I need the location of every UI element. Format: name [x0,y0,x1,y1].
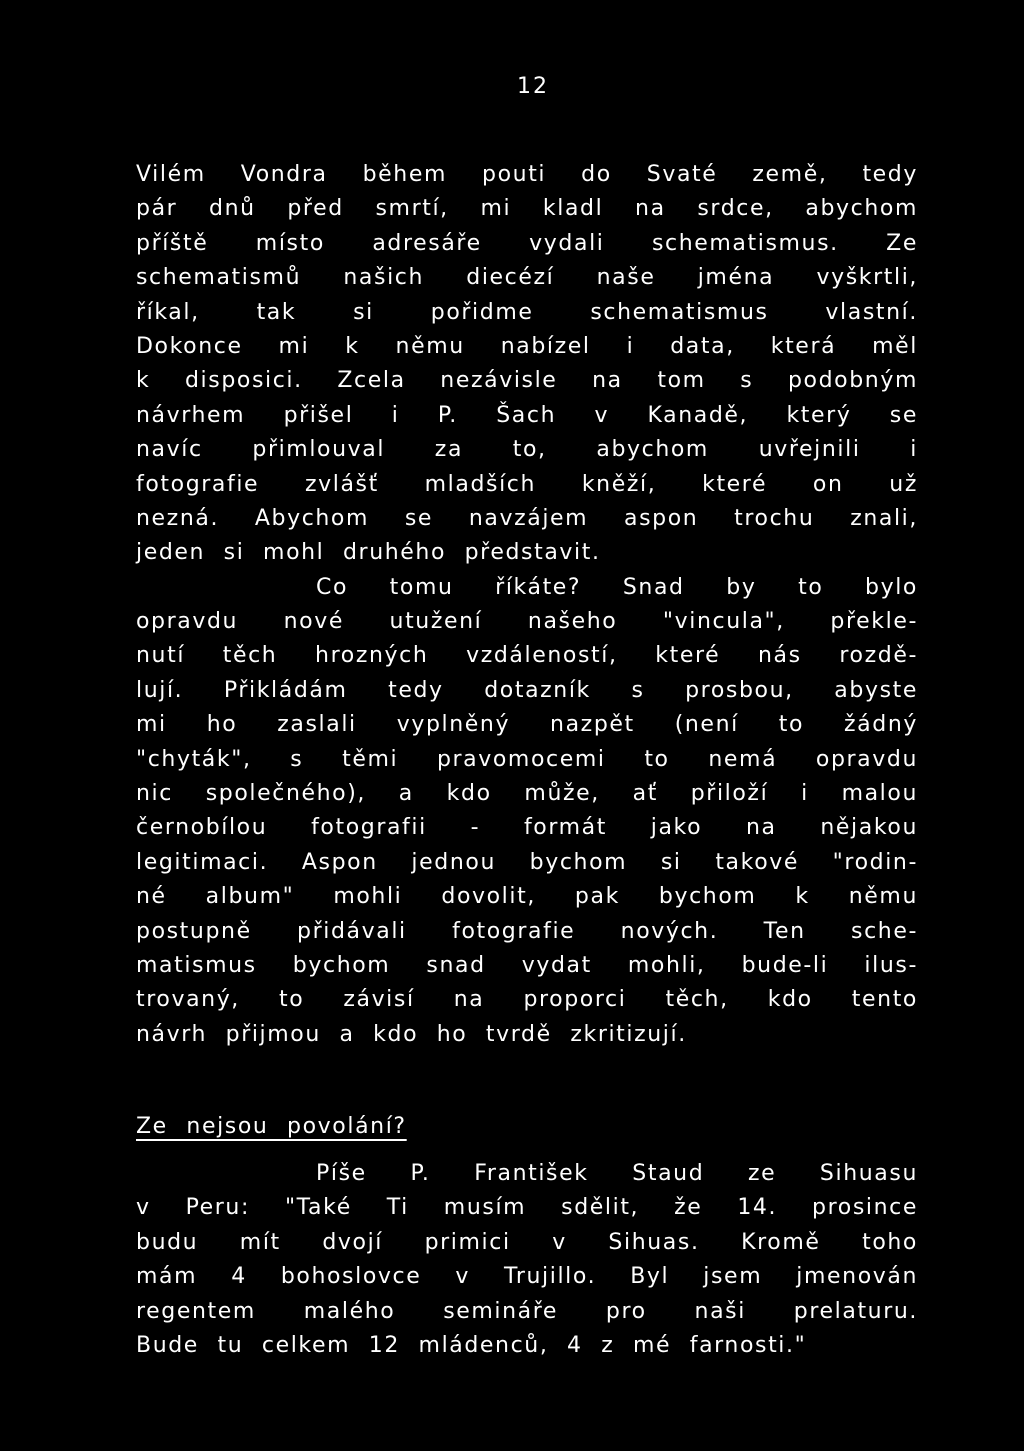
text-line: né album" mohli dovolit, pak bychom k němu [136,884,918,910]
text-line: postupně přidávali fotografie nových. Ten sche- [136,918,918,944]
text-line: návrh přijmou a kdo ho tvrdě zkritizují. [136,1021,687,1047]
text-line: trovaný, to závisí na proporci těch, kdo tento [136,987,918,1013]
text-line: návrhem přišel i P. Šach v Kanadě, který se [136,402,918,428]
text-line: mi ho zaslali vyplněný nazpět (není to žádný [136,712,918,738]
text-line: "chyták", s těmi pravomocemi to nemá opravdu [136,746,918,772]
text-line: legitimaci. Aspon jednou bychom si takové "rodin- [136,849,918,875]
text-line: Dokonce mi k němu nabízel i data, která měl [136,333,918,359]
text-line: mám 4 bohoslovce v Trujillo. Byl jsem jmenován [136,1264,918,1290]
text-line: navíc přimlouval za to, abychom uvřejnili i [136,437,918,463]
text-line: Píše P. František Staud ze Sihuasu [316,1161,918,1186]
paragraph-staud [136,1157,918,1363]
text-line: černobílou fotografii - formát jako na nějakou [136,815,918,841]
text-line: matismus bychom snad vydat mohli, bude-li ilus- [136,952,918,978]
text-line: regentem malého semináře pro naši prelaturu. [136,1298,918,1324]
text-line: jeden si mohl druhého představit. [136,540,601,566]
text-line: říkal, tak si pořidme schematismus vlastní. [136,299,918,325]
text-line: nezná. Abychom se navzájem aspon trochu znali, [136,505,918,531]
text-line: pár dnů před smrtí, mi kladl na srdce, abychom [136,196,918,222]
section-heading: Ze nejsou povolání? [136,1114,407,1139]
text-line: lují. Přikládám tedy dotazník s prosbou, abyste [136,677,918,703]
text-line: schematismů našich diecézí naše jména vyškrtli, [136,265,918,291]
text-line: Vilém Vondra během pouti do Svaté země, tedy [136,162,918,187]
text-line: opravdu nové utužení našeho "vincula", překle- [136,609,918,635]
page-number: 12 [517,74,549,99]
text-line: budu mít dvojí primici v Sihuas. Kromě toho [136,1229,918,1255]
text-line: v Peru: "Také Ti musím sdělit, že 14. prosince [136,1195,918,1221]
text-line: nic společného), a kdo může, ať přiloží i malou [136,781,918,807]
text-line: příště místo adresáře vydali schematismus. Ze [136,230,918,256]
section-heading-block [136,1110,918,1144]
text-line: fotografie zvlášť mladších kněží, které on už [136,471,918,497]
text-line: Co tomu říkáte? Snad by to bylo [316,574,918,600]
text-line: Bude tu celkem 12 mládenců, 4 z mé farnosti." [136,1332,807,1358]
text-line: nutí těch hrozných vzdáleností, které nás rozdě- [136,643,918,669]
paragraph-schematismus [136,158,918,1052]
text-line: k disposici. Zcela nezávisle na tom s podobným [136,368,918,394]
